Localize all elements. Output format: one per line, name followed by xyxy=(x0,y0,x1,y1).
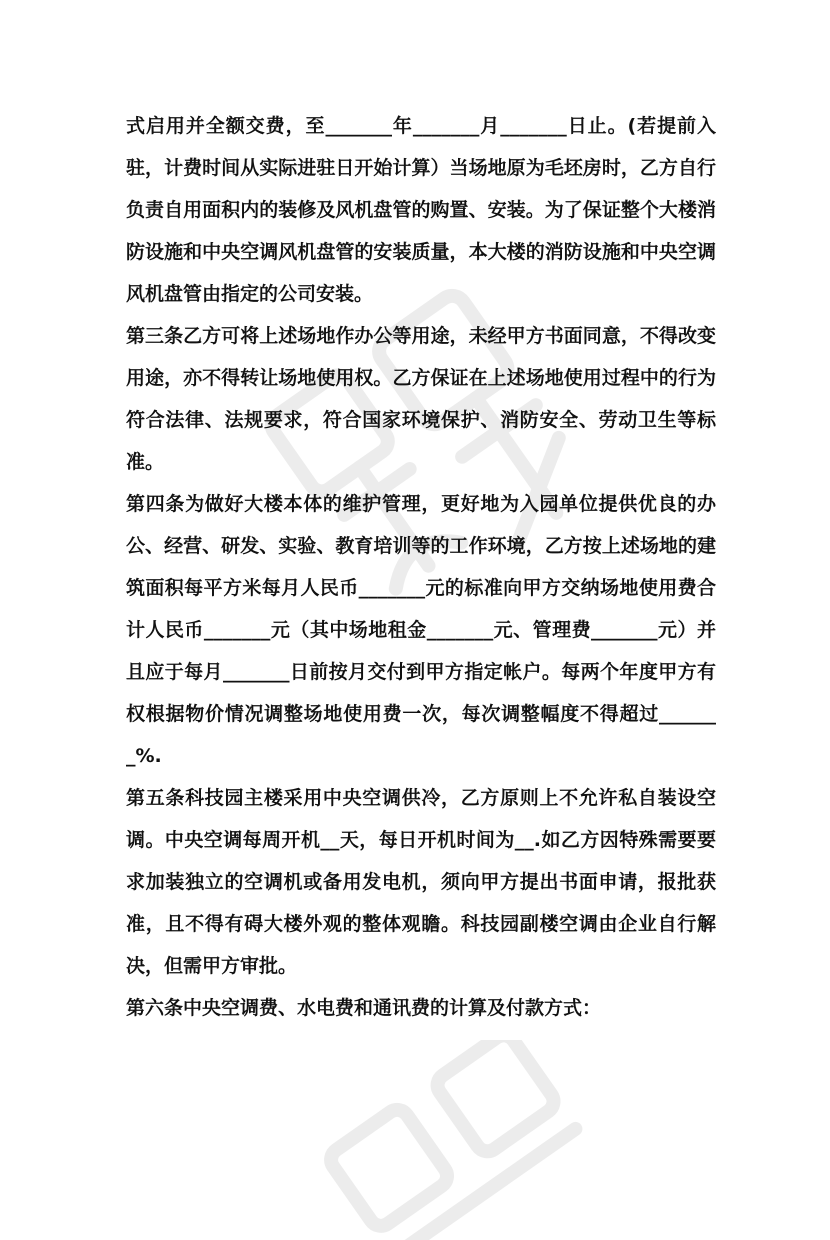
paragraph-article-4: 第四条为做好大楼本体的维护管理，更好地为入园单位提供优良的办公、经营、研发、实验、教育培训等的工作环境，乙方按上述场地的建筑面积每平方米每月人民币_______元的标准向甲方交纳场地使用费合计人民币_______元（其中场地租金_______元、管理费_______元）并且应于每月_______日前按月交付到甲方指定帐户。每两个年度甲方有权根据物价情况调整场地使用费一次，每次调整幅度不得超过_______%. xyxy=(126,493,716,767)
paragraph-article-5: 第五条科技园主楼采用中央空调供冷，乙方原则上不允许私自装设空调。中央空调每周开机__天，每日开机时间为__.如乙方因特殊需要要求加装独立的空调机或备用发电机，须向甲方提出书面申请，报批获准，且不得有碍大楼外观的整体观瞻。科技园副楼空调由企业自行解决，但需甲方审批。 xyxy=(126,787,716,977)
paragraph-article-3: 第三条乙方可将上述场地作办公等用途，未经甲方书面同意，不得改变用途，亦不得转让场地使用权。乙方保证在上述场地使用过程中的行为符合法律、法规要求，符合国家环境保护、消防安全、劳动卫生等标准。 xyxy=(126,325,716,473)
document-body xyxy=(126,105,716,1029)
paragraph-article-6: 第六条中央空调费、水电费和通讯费的计算及付款方式： xyxy=(126,997,602,1019)
watermark-logo-icon xyxy=(290,1040,620,1240)
paragraph-intro: 式启用并全额交费，至_______年_______月_______日止。(若提前入驻，计费时间从实际进驻日开始计算）当场地原为毛坯房时，乙方自行负责自用面积内的装修及风机盘管的购置、安装。为了保证整个大楼消防设施和中央空调风机盘管的安装质量，本大楼的消防设施和中央空调风机盘管由指定的公司安装。 xyxy=(126,115,716,305)
